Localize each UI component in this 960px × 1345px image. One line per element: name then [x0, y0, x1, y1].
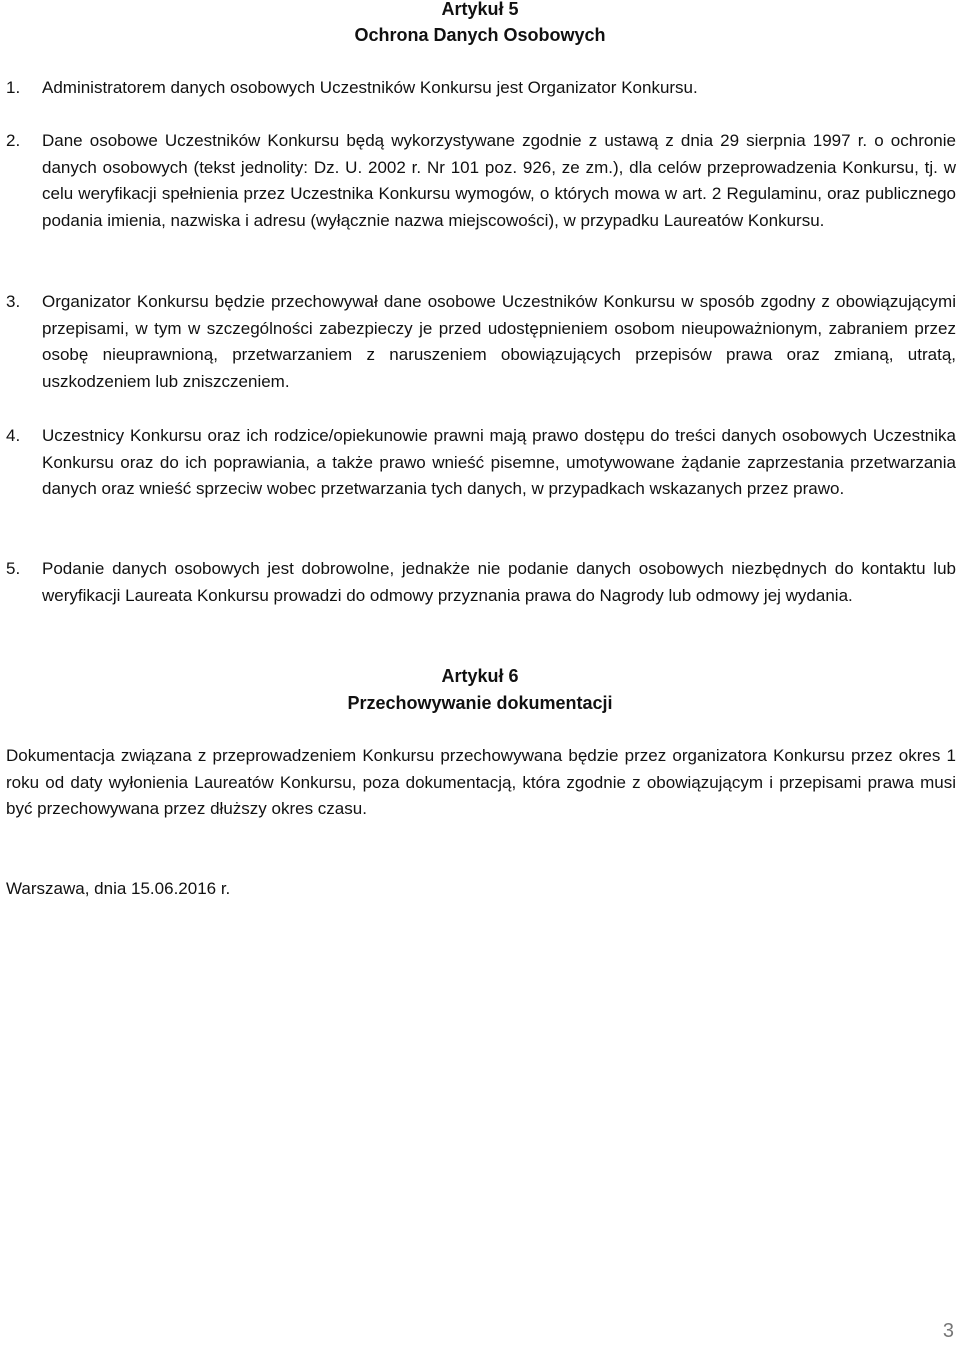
place-and-date: Warszawa, dnia 15.06.2016 r. — [6, 879, 231, 898]
list-item-text: Organizator Konkursu będzie przechowywał dane osobowe Uczestników Konkursu w sposób zgodny z obowiązującymi przepisami, w tym w szczególności zabezpieczy je przed udostępnieniem osobom nieupoważnionym, zabraniem przez osobę nieuprawnioną, przetwarzaniem z naruszeniem obowiązujących przepisów prawa oraz zmianą, utratą, uszkodzeniem lub zniszczeniem. — [42, 292, 956, 392]
list-item — [6, 423, 956, 503]
article-6-paragraph: Dokumentacja związana z przeprowadzeniem Konkursu przechowywana będzie przez organizatora Konkursu przez okres 1 roku od daty wyłonienia Laureatów Konkursu, poza dokumentacją, która zgodnie z obowiązującym i przepisami prawa musi być przechowywana przez dłuższy okres czasu. — [6, 746, 956, 819]
article-6-label: Artykuł 6 — [441, 666, 519, 686]
page-number: 3 — [942, 1320, 954, 1342]
article-5-title: Ochrona Danych Osobowych — [354, 25, 606, 45]
article-5-label: Artykuł 5 — [441, 0, 519, 19]
list-item-number: 3. — [6, 292, 21, 311]
list-item-text: Uczestnicy Konkursu oraz ich rodzice/opiekunowie prawni mają prawo dostępu do treści danych osobowych Uczestnika Konkursu oraz do ich poprawiania, a także prawo wnieść pisemne, umotywowane żądanie zaprzestania przetwarzania danych oraz wnieść sprzeciw wobec przetwarzania tych danych, w przypadkach wskazanych przez prawo. — [42, 426, 956, 499]
list-item-number: 2. — [6, 131, 21, 150]
list-item-number: 5. — [6, 559, 21, 578]
list-item — [6, 128, 956, 235]
list-item — [6, 556, 956, 609]
list-item-text: Podanie danych osobowych jest dobrowolne, jednakże nie podanie danych osobowych niezbędnych do kontaktu lub weryfikacji Laureata Konkursu prowadzi do odmowy przyznania prawa do Nagrody lub odmowy jej wydania. — [42, 559, 956, 605]
list-item-number: 4. — [6, 426, 21, 445]
list-item — [6, 289, 956, 396]
list-item-text: Dane osobowe Uczestników Konkursu będą wykorzystywane zgodnie z ustawą z dnia 29 sierpnia 1997 r. o ochronie danych osobowych (tekst jednolity: Dz. U. 2002 r. Nr 101 poz. 926, ze zm.), dla celów przeprowadzenia Konkursu, tj. w celu weryfikacji spełnienia przez Uczestnika Konkursu wymogów, o których mowa w art. 2 Regulaminu, oraz publicznego podania imienia, nazwiska i adresu (wyłącznie nazwa miejscowości), w przypadku Laureatów Konkursu. — [42, 131, 956, 231]
article-6-title: Przechowywanie dokumentacji — [347, 693, 613, 713]
list-item-text: Administratorem danych osobowych Uczestników Konkursu jest Organizator Konkursu. — [42, 78, 698, 97]
list-item-number: 1. — [6, 78, 21, 97]
list-item — [6, 75, 956, 102]
